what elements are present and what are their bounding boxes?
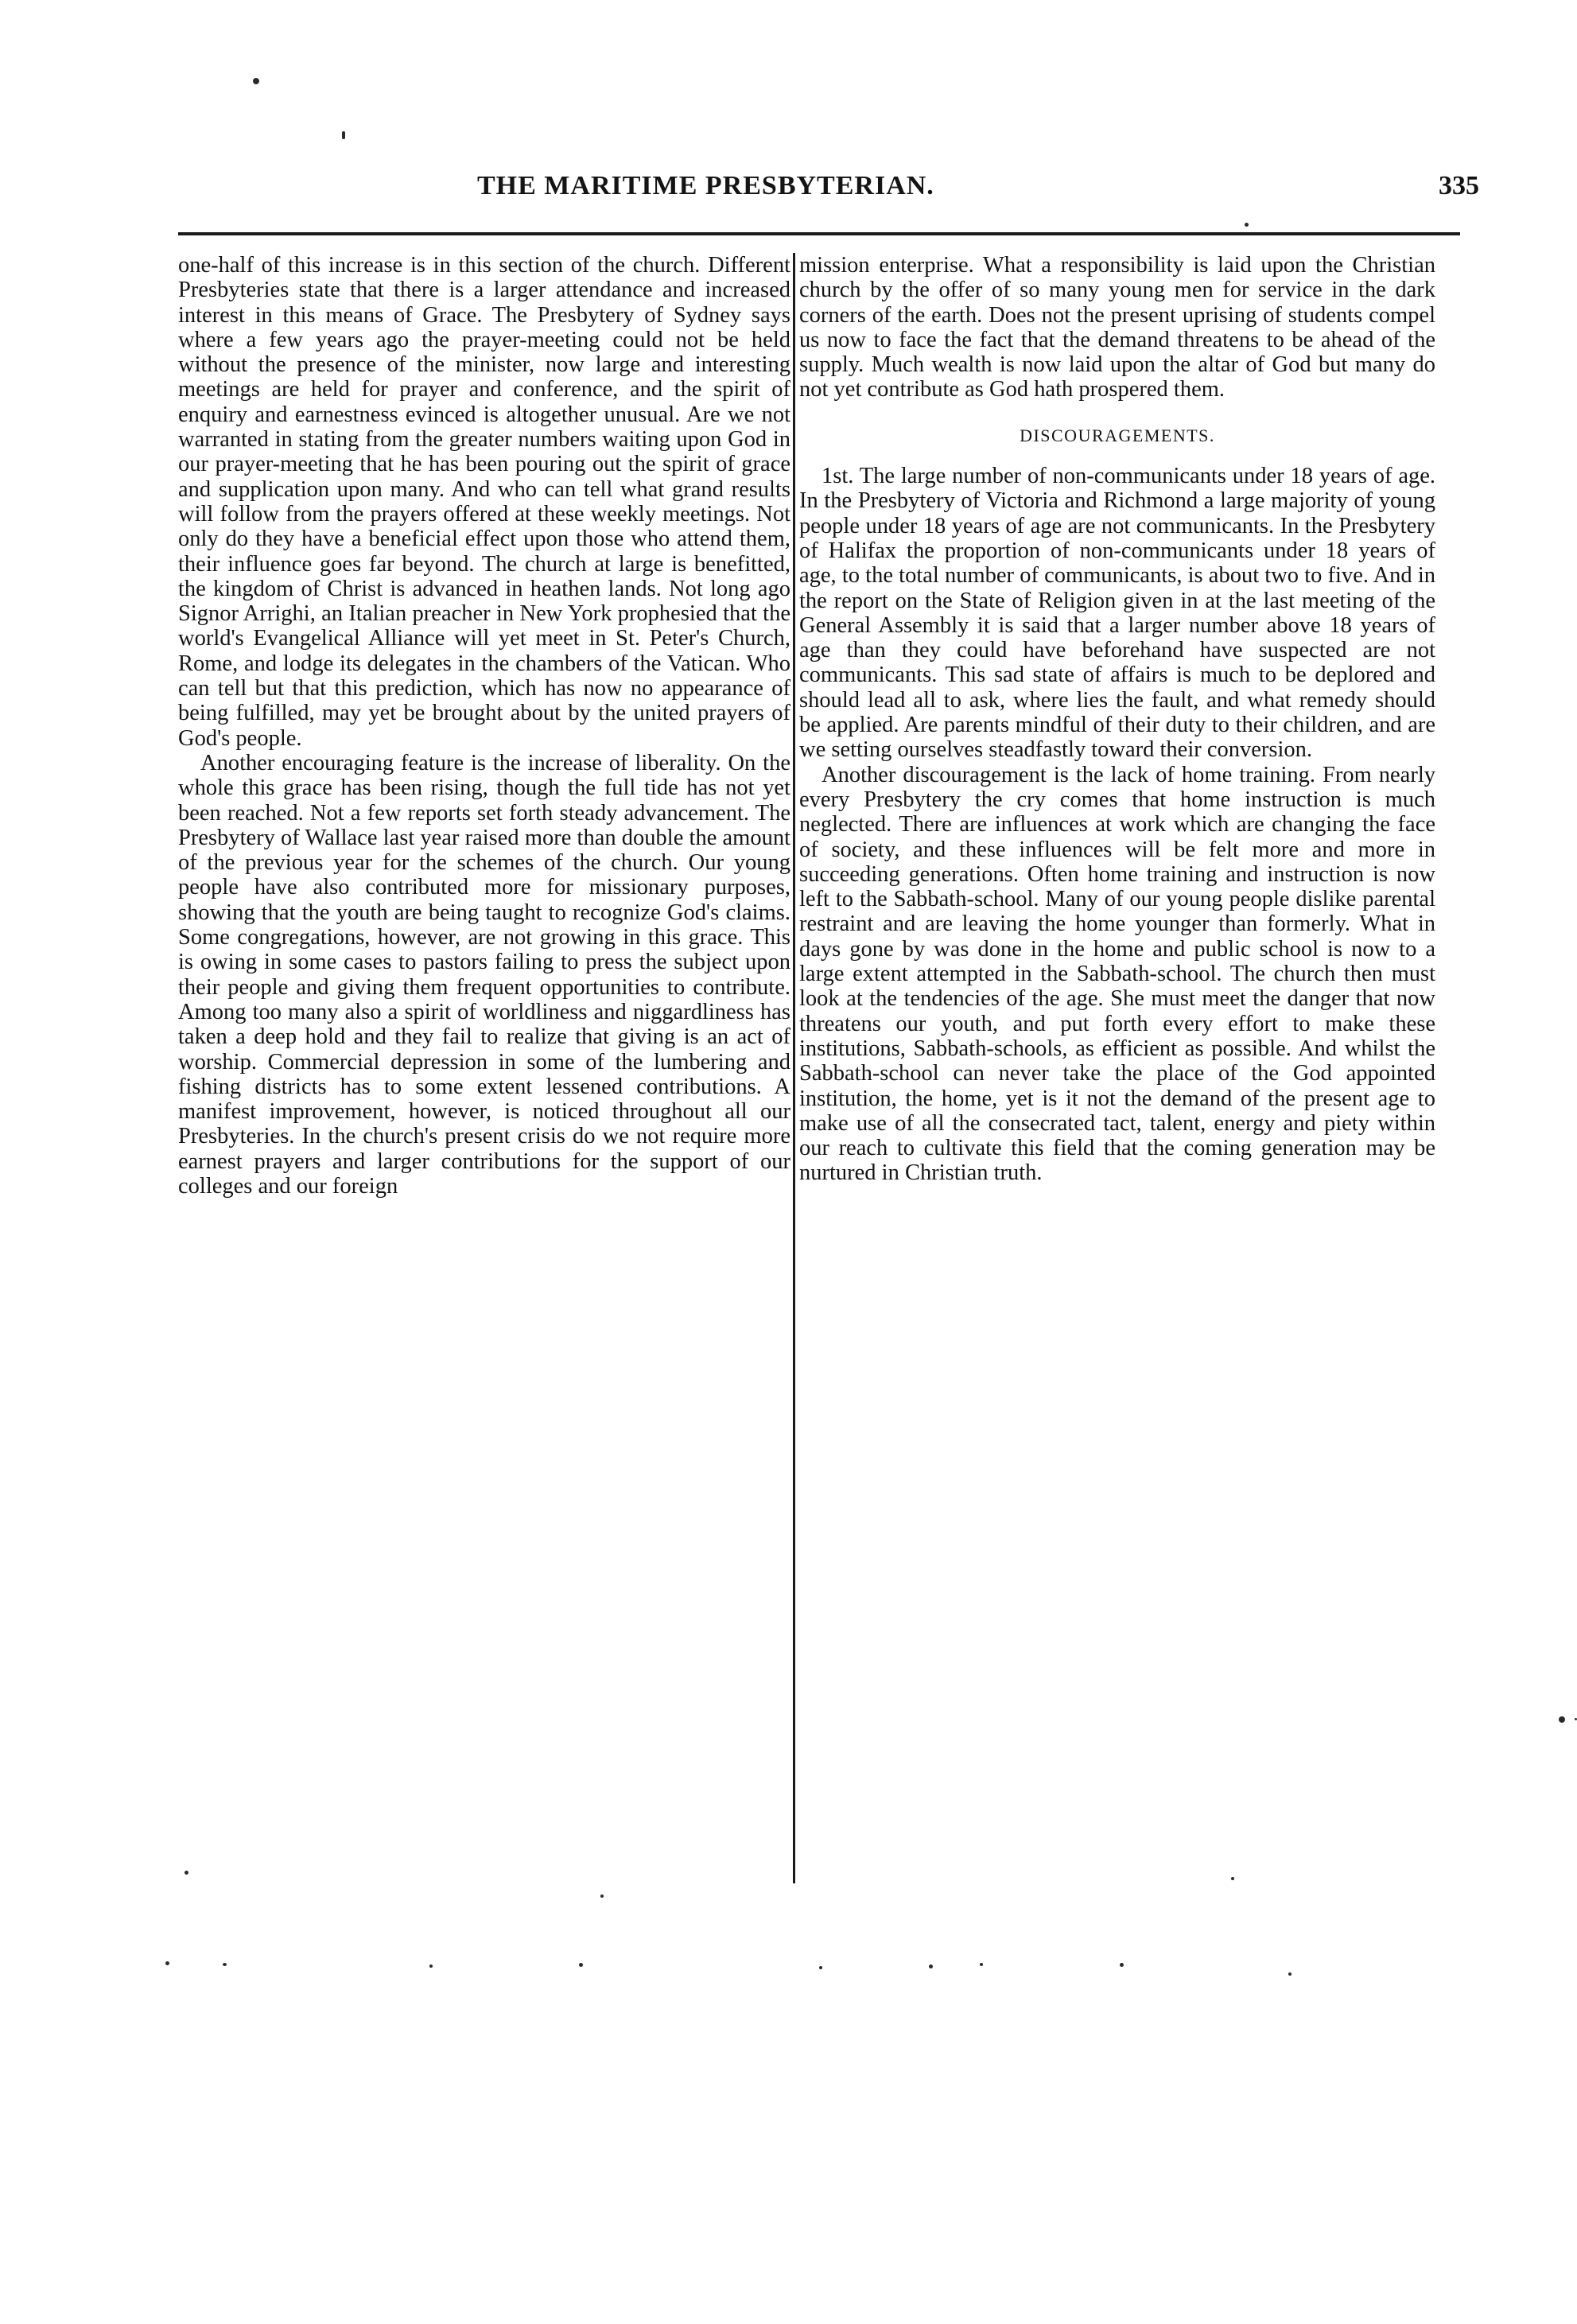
scan-speck	[429, 1965, 433, 1968]
right-paragraph-2: Another discouragement is the lack of home training. From nearly every Presbytery the cry comes that home instruction is much neglected. There are influences at work which are changing the face of society, and these influences will be felt more and more in succeeding generations. Often home training and instruction is now left to the Sabbath-school. Many of our young people dislike parental restraint and are leaving the home younger than formerly. What in days gone by was done in the home and public school is now to a large extent attempted in the Sabbath-school. The church then must look at the tendencies of the age. She must meet the danger that now threatens our youth, and put forth every effort to make these institutions, Sabbath-schools, as efficient as possible. And whilst the Sabbath-school can never take the place of the God appointed institution, the home, yet is it not the demand of the present age to make use of all the consecrated tact, talent, energy and piety within our reach to cultivate this field that the coming generation may be nurtured in Christian truth.	[799, 762, 1435, 1186]
right-lead-paragraph: mission enterprise. What a responsibility is laid upon the Christian church by the offer of so many young men for service in the dark corners of the earth. Does not the present uprising of students compel us now to face the fact that the demand threatens to be ahead of the supply. Much wealth is now laid upon the altar of God but many do not yet contribute as God hath prospered them.	[799, 253, 1435, 402]
left-paragraph-1: one-half of this increase is in this section of the church. Different Presbyteries state that there is a larger attendance and increased interest in this means of Grace. The Presbytery of Sydney says where a few years ago the prayer-meeting could not be held without the presence of the minister, now large and interesting meetings are held for prayer and conference, and the spirit of enquiry and earnestness evinced is altogether unusual. Are we not warranted in stating from the greater numbers waiting upon God in our prayer-meeting that he has been pouring out the spirit of grace and supplication upon many. And who can tell what grand results will follow from the prayers offered at these weekly meetings. Not only do they have a beneficial effect upon those who attend them, their influence goes far beyond. The church at large is benefitted, the kingdom of Christ is advanced in heathen lands. Not long ago Signor Arrighi, an Italian preacher in New York prophesied that the world's Evangelical Alliance will yet meet in St. Peter's Church, Rome, and lodge its delegates in the chambers of the Vatican. Who can tell but that this prediction, which has now no appearance of being fulfilled, may yet be brought about by the united prayers of God's people.	[178, 253, 790, 751]
left-column	[178, 253, 790, 1199]
scan-speck	[223, 1963, 227, 1966]
scan-speck	[1288, 1972, 1292, 1976]
page-number: 335	[1439, 171, 1479, 200]
right-column	[799, 253, 1435, 1186]
scan-speck	[1559, 1716, 1565, 1723]
section-heading: DISCOURAGEMENTS.	[1020, 425, 1215, 445]
scan-speck	[342, 131, 345, 139]
column-divider	[793, 253, 795, 1883]
running-title: THE MARITIME PRESBYTERIAN.	[477, 171, 934, 200]
scan-speck	[1245, 223, 1249, 227]
scan-speck	[253, 78, 259, 84]
scan-speck	[929, 1965, 933, 1968]
scan-speck	[600, 1895, 604, 1898]
scan-speck	[185, 1871, 188, 1875]
scan-speck	[579, 1963, 583, 1967]
right-paragraph-1: 1st. The large number of non-communicants under 18 years of age. In the Presbytery of Victoria and Richmond a large majority of young people under 18 years of age are not communicants. In the Presbytery of Halifax the proportion of non-communicants under 18 years of age, to the total number of communicants, is about two to five. And in the report on the State of Religion given in at the last meeting of the General Assembly it is said that a larger number above 18 years of age than they could have beforehand have suspected are not communicants. This sad state of affairs is much to be deplored and should lead all to ask, where lies the fault, and what remedy should be applied. Are parents mindful of their duty to their children, and are we setting ourselves steadfastly toward their conversion.	[799, 464, 1435, 763]
header-rule	[178, 232, 1460, 235]
scan-speck	[1120, 1963, 1124, 1967]
scan-speck	[819, 1966, 822, 1969]
scan-speck	[165, 1961, 169, 1965]
scan-speck	[980, 1963, 983, 1966]
scan-speck	[1231, 1877, 1234, 1880]
running-head	[477, 171, 1479, 211]
left-paragraph-2: Another encouraging feature is the increase of liberality. On the whole this grace has been rising, though the full tide has not yet been reached. Not a few reports set forth steady advancement. The Presbytery of Wallace last year raised more than double the amount of the previous year for the schemes of the church. Our young people have also contributed more for missionary purposes, showing that the youth are being taught to recognize God's claims. Some congregations, however, are not growing in this grace. This is owing in some cases to pastors failing to press the subject upon their people and giving them frequent opportunities to contribute. Among too many also a spirit of worldliness and niggardliness has taken a deep hold and they fail to realize that giving is an act of worship. Commercial depression in some of the lumbering and fishing districts has to some extent lessened contributions. A manifest improvement, however, is noticed throughout all our Presbyteries. In the church's present crisis do we not require more earnest prayers and larger contributions for the support of our colleges and our foreign	[178, 750, 790, 1199]
